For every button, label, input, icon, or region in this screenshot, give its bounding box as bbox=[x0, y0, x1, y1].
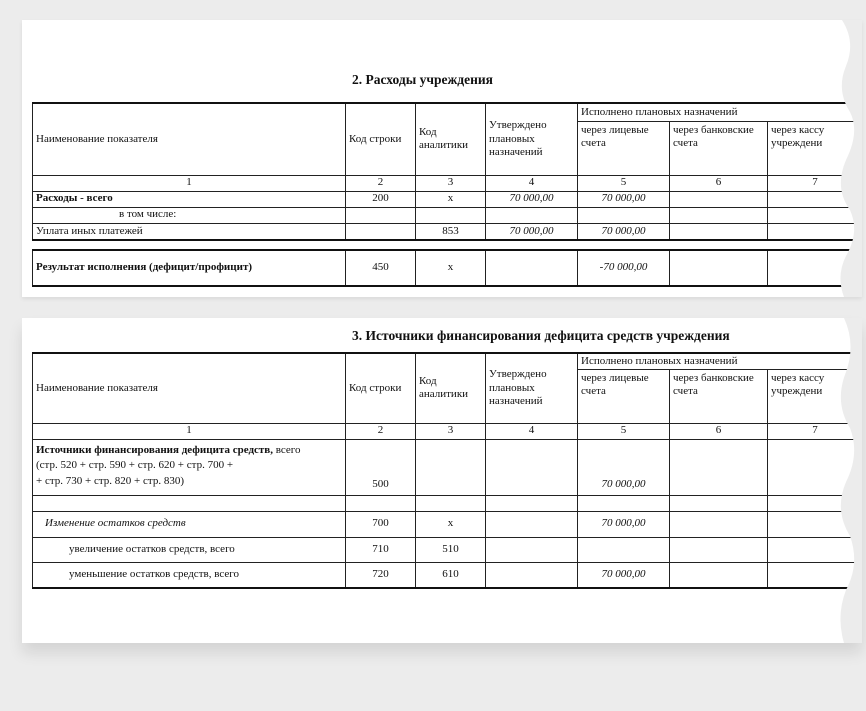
result-name: Результат исполнения (дефицит/профицит) bbox=[33, 250, 346, 286]
row-code bbox=[346, 207, 416, 223]
table-row bbox=[33, 223, 863, 240]
col-num: 3 bbox=[416, 423, 486, 439]
col-num: 2 bbox=[346, 175, 416, 191]
col-num: 6 bbox=[670, 423, 768, 439]
row-personal: 70 000,00 bbox=[578, 191, 670, 207]
row-analytics: 853 bbox=[416, 223, 486, 240]
header-approved: Утверждено плановых назначений bbox=[486, 103, 578, 175]
row-personal bbox=[578, 537, 670, 562]
header-executed-group: Исполнено плановых назначений bbox=[578, 353, 863, 369]
header-name: Наименование показателя bbox=[33, 353, 346, 423]
row-analytics: 610 bbox=[416, 562, 486, 588]
header-approved: Утверждено плановых назначений bbox=[486, 353, 578, 423]
header-code-analytics: Код аналитики bbox=[416, 103, 486, 175]
col-num: 1 bbox=[33, 175, 346, 191]
row-bank bbox=[670, 223, 768, 240]
expenses-table bbox=[32, 102, 862, 287]
row-personal: 70 000,00 bbox=[578, 562, 670, 588]
source-total-formula-1: (стр. 520 + стр. 590 + стр. 620 + стр. 700 + bbox=[36, 459, 234, 472]
table-header-row bbox=[33, 103, 863, 121]
sources-table bbox=[32, 352, 862, 589]
source-total-label: Источники финансирования дефицита средств, bbox=[36, 443, 273, 456]
section-2-title: 2. Расходы учреждения bbox=[352, 72, 493, 87]
source-total-suffix: всего bbox=[273, 443, 301, 456]
col-num: 5 bbox=[578, 423, 670, 439]
col-num: 5 bbox=[578, 175, 670, 191]
header-cash: через кассу учреждени bbox=[768, 369, 863, 423]
header-personal-accounts: через лицевые счета bbox=[578, 369, 670, 423]
row-personal: 70 000,00 bbox=[578, 223, 670, 240]
row-personal: 70 000,00 bbox=[578, 511, 670, 537]
column-numbers-row bbox=[33, 175, 863, 191]
row-approved bbox=[486, 511, 578, 537]
row-code: 700 bbox=[346, 511, 416, 537]
torn-edge bbox=[822, 318, 862, 643]
row-approved bbox=[486, 207, 578, 223]
row-name: уменьшение остатков средств, всего bbox=[33, 562, 346, 588]
col-num: 1 bbox=[33, 423, 346, 439]
header-code-line: Код строки bbox=[346, 103, 416, 175]
row-bank bbox=[670, 537, 768, 562]
row-bank bbox=[670, 511, 768, 537]
col-num: 7 bbox=[768, 423, 863, 439]
table-row bbox=[33, 511, 863, 537]
table-row bbox=[33, 439, 863, 495]
col-num: 4 bbox=[486, 423, 578, 439]
table-row bbox=[33, 562, 863, 588]
row-approved bbox=[486, 439, 578, 495]
row-name: увеличение остатков средств, всего bbox=[33, 537, 346, 562]
row-approved bbox=[486, 537, 578, 562]
row-analytics bbox=[416, 207, 486, 223]
column-numbers-row bbox=[33, 423, 863, 439]
table-row bbox=[33, 191, 863, 207]
header-bank-accounts: через банковские счета bbox=[670, 369, 768, 423]
section-3-title: 3. Источники финансирования дефицита средств учреждения bbox=[352, 328, 730, 343]
document-sheet-expenses bbox=[22, 20, 862, 297]
header-name: Наименование показателя bbox=[33, 103, 346, 175]
result-approved bbox=[486, 250, 578, 286]
table-row bbox=[33, 207, 863, 223]
header-personal-accounts: через лицевые счета bbox=[578, 121, 670, 175]
row-bank bbox=[670, 562, 768, 588]
row-approved: 70 000,00 bbox=[486, 191, 578, 207]
table-gap bbox=[33, 240, 863, 250]
row-personal: 70 000,00 bbox=[578, 439, 670, 495]
torn-edge bbox=[822, 20, 862, 297]
table-header-row bbox=[33, 353, 863, 369]
col-num: 6 bbox=[670, 175, 768, 191]
row-code: 720 bbox=[346, 562, 416, 588]
result-row bbox=[33, 250, 863, 286]
source-total-formula-2: + стр. 730 + стр. 820 + стр. 830) bbox=[36, 475, 184, 488]
row-code: 710 bbox=[346, 537, 416, 562]
header-code-line: Код строки bbox=[346, 353, 416, 423]
header-executed-group: Исполнено плановых назначений bbox=[578, 103, 863, 121]
col-num: 2 bbox=[346, 423, 416, 439]
col-num: 7 bbox=[768, 175, 863, 191]
header-code-analytics: Код аналитики bbox=[416, 353, 486, 423]
row-code: 500 bbox=[346, 439, 416, 495]
row-bank bbox=[670, 439, 768, 495]
row-analytics: х bbox=[416, 191, 486, 207]
row-approved bbox=[486, 562, 578, 588]
row-name: Расходы - всего bbox=[33, 191, 346, 207]
row-analytics: 510 bbox=[416, 537, 486, 562]
row-analytics: х bbox=[416, 511, 486, 537]
col-num: 4 bbox=[486, 175, 578, 191]
result-code: 450 bbox=[346, 250, 416, 286]
col-num: 3 bbox=[416, 175, 486, 191]
row-analytics bbox=[416, 439, 486, 495]
header-bank-accounts: через банковские счета bbox=[670, 121, 768, 175]
table-row-empty bbox=[33, 495, 863, 511]
row-bank bbox=[670, 207, 768, 223]
table-row bbox=[33, 537, 863, 562]
document-sheet-sources bbox=[22, 318, 862, 643]
source-total-name bbox=[33, 439, 346, 495]
row-name: Уплата иных платежей bbox=[33, 223, 346, 240]
result-bank bbox=[670, 250, 768, 286]
row-name: Изменение остатков средств bbox=[33, 511, 346, 537]
header-cash: через кассу учреждени bbox=[768, 121, 863, 175]
row-approved: 70 000,00 bbox=[486, 223, 578, 240]
row-bank bbox=[670, 191, 768, 207]
result-analytics: х bbox=[416, 250, 486, 286]
row-personal bbox=[578, 207, 670, 223]
row-name: в том числе: bbox=[33, 207, 346, 223]
result-personal: -70 000,00 bbox=[578, 250, 670, 286]
row-code: 200 bbox=[346, 191, 416, 207]
row-code bbox=[346, 223, 416, 240]
